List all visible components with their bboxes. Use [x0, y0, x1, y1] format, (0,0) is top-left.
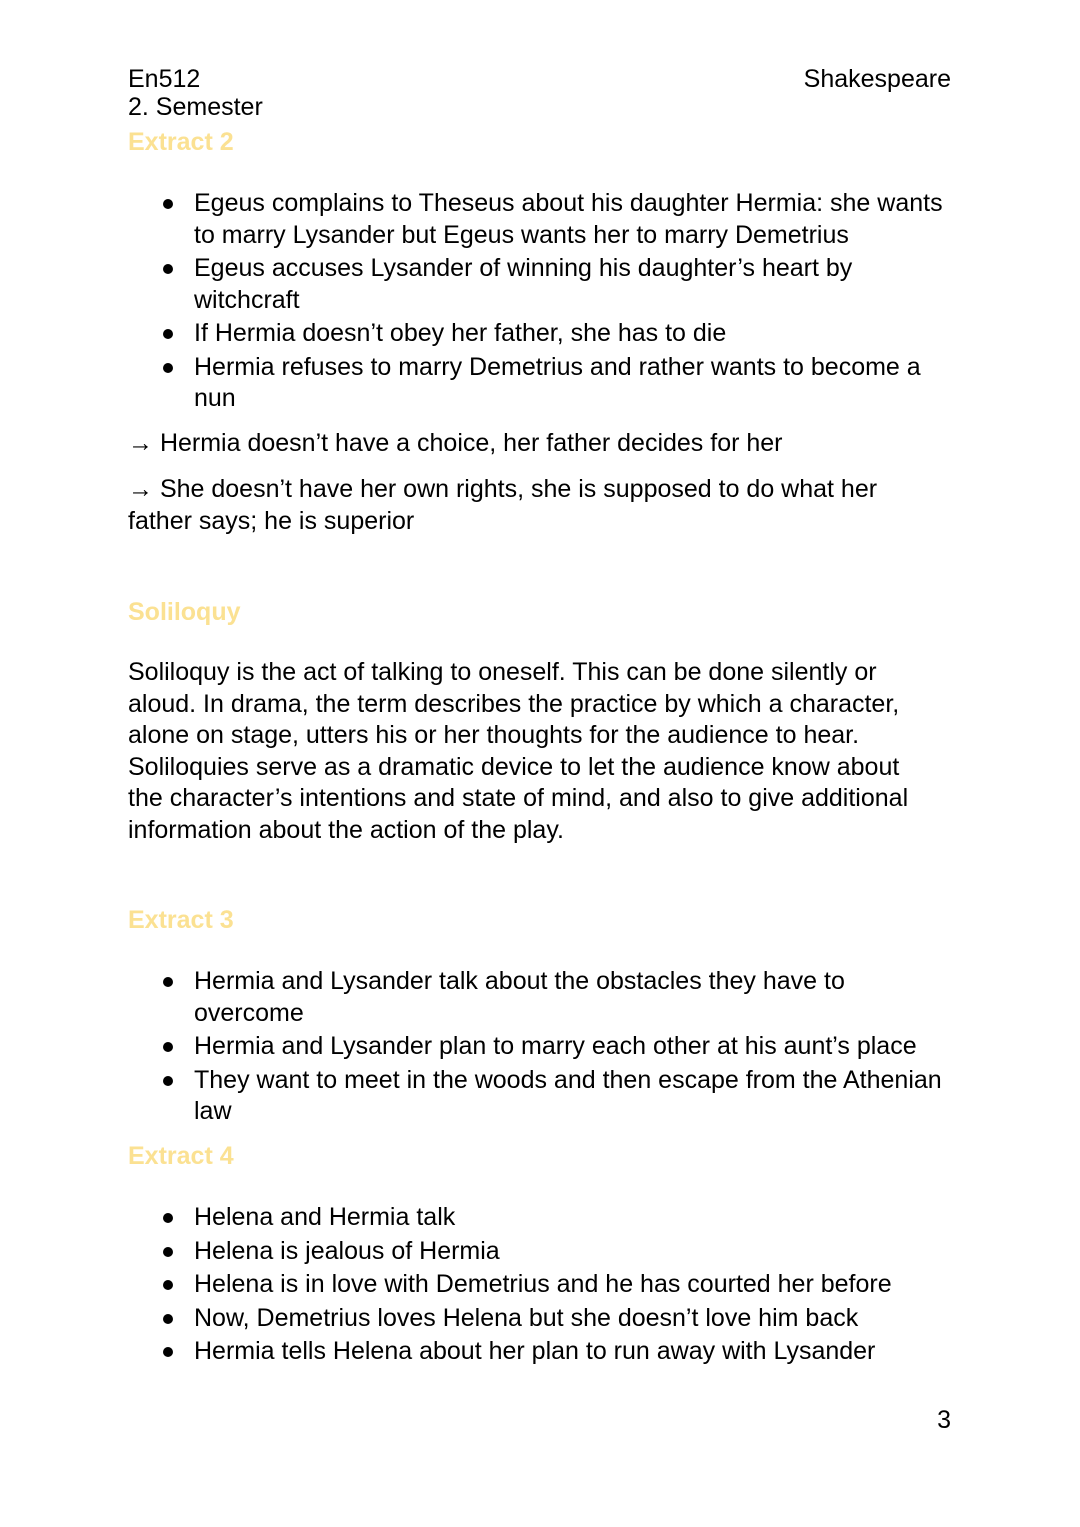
bullet-icon: [163, 329, 173, 339]
bullet-icon: [163, 264, 173, 274]
list-item: [0, 1336, 1080, 1368]
extract-3-heading: Extract 3: [128, 906, 234, 934]
list-item-text: Helena and Hermia talk: [194, 1203, 456, 1231]
list-item-text: Now, Demetrius loves Helena but she doesn’t love him back: [194, 1303, 859, 1332]
list-item: [0, 1236, 1080, 1268]
list-item: [0, 966, 1080, 1029]
bullet-icon: [163, 1213, 173, 1223]
soliloquy-paragraph: Soliloquy is the act of talking to oneself. This can be done silently or aloud. In drama, the term describes the practice by which a character, alone on stage, utters his or her thoughts for the audience to hear. Soliloquies serve as a dramatic device to let the audience know about the character’s intentions and state of mind, and also to give additional information about the action of the play.: [128, 658, 909, 844]
bullet-icon: [163, 1314, 173, 1324]
bullet-icon: [163, 977, 173, 987]
list-item-text: Hermia refuses to marry Demetrius and rather wants to become a nun: [194, 352, 921, 412]
page-number: 3: [937, 1406, 951, 1434]
extract-2-conclusion-1: → Hermia doesn’t have a choice, her father decides for her: [128, 429, 783, 457]
extract-4-heading: Extract 4: [128, 1142, 234, 1170]
bullet-icon: [163, 1042, 173, 1052]
extract-2-heading: Extract 2: [128, 128, 234, 156]
list-item-text: If Hermia doesn’t obey her father, she has to die: [194, 319, 727, 347]
bullet-icon: [163, 1076, 173, 1086]
list-item: [0, 1065, 1080, 1128]
extract-2-conclusion-2: → She doesn’t have her own rights, she is supposed to do what her father says; he is superior: [128, 475, 878, 535]
list-item: [0, 352, 1080, 415]
extract-3-bullet-list: [0, 966, 1080, 1130]
extract-2-bullet-list: [0, 188, 1080, 417]
list-item: [0, 188, 1080, 251]
semester-label: 2. Semester: [128, 93, 263, 121]
list-item-text: Hermia and Lysander plan to marry each other at his aunt’s place: [194, 1032, 917, 1060]
list-item: [0, 1202, 1080, 1234]
list-item-text: Helena is jealous of Hermia: [194, 1236, 500, 1265]
subject-label: Shakespeare: [803, 65, 951, 93]
bullet-icon: [163, 363, 173, 373]
list-item-text: Egeus accuses Lysander of winning his daughter’s heart by witchcraft: [194, 254, 853, 314]
list-item-text: Hermia and Lysander talk about the obstacles they have to overcome: [194, 967, 845, 1027]
list-item: [0, 318, 1080, 350]
list-item-text: Hermia tells Helena about her plan to run away with Lysander: [194, 1337, 876, 1365]
soliloquy-heading: Soliloquy: [128, 598, 241, 626]
list-item-text: Helena is in love with Demetrius and he has courted her before: [194, 1270, 892, 1298]
list-item-text: They want to meet in the woods and then escape from the Athenian law: [194, 1065, 942, 1125]
course-code: En512: [128, 65, 201, 93]
extract-4-bullet-list: [0, 1202, 1080, 1370]
list-item: [0, 1031, 1080, 1063]
list-item: [0, 1303, 1080, 1335]
bullet-icon: [163, 1280, 173, 1290]
bullet-icon: [163, 199, 173, 209]
bullet-icon: [163, 1247, 173, 1257]
bullet-icon: [163, 1347, 173, 1357]
list-item-text: Egeus complains to Theseus about his daughter Hermia: she wants to marry Lysander but Egeus wants her to marry Demetrius: [194, 189, 943, 249]
list-item: [0, 1269, 1080, 1301]
list-item: [0, 253, 1080, 316]
